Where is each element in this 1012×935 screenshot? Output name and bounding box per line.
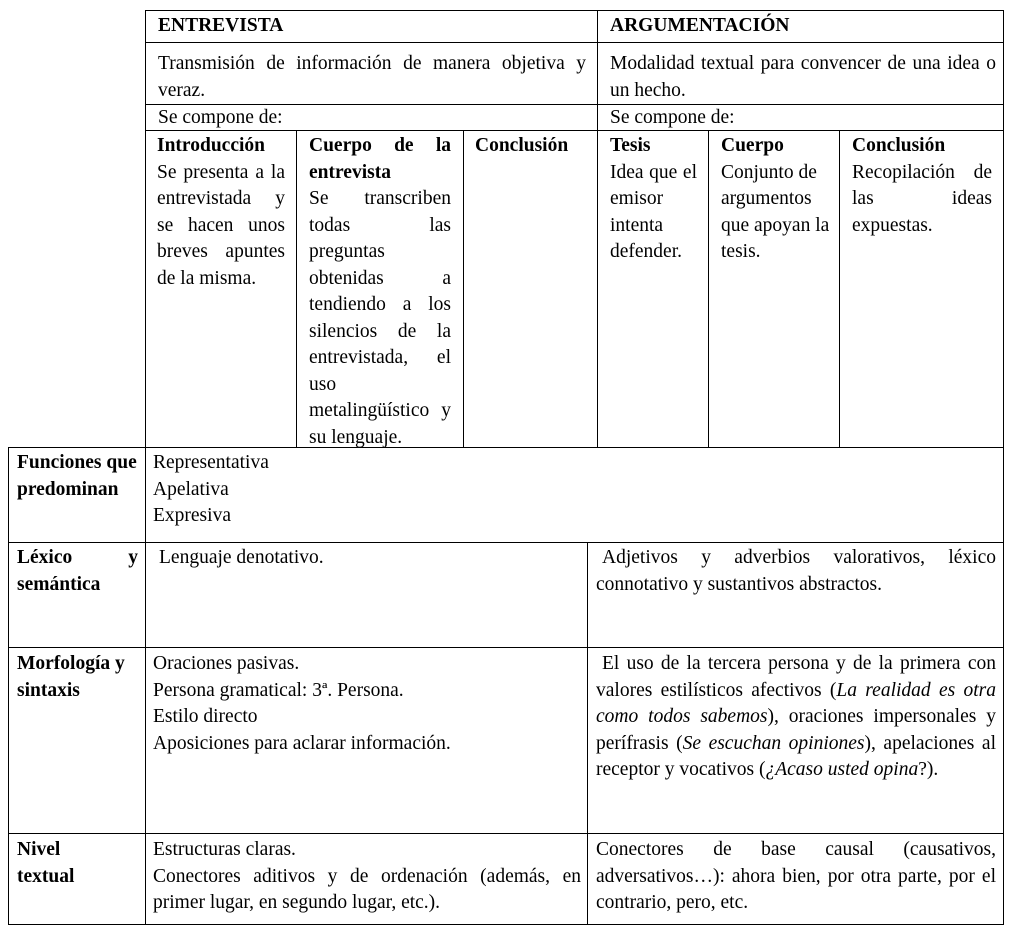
lexico-entrevista: Lenguaje denotativo. — [159, 547, 324, 568]
example-run: ¿Acaso usted opina — [765, 759, 919, 780]
grid-line — [8, 447, 9, 925]
grid-line — [708, 130, 709, 448]
row-label-funciones: Funciones que predominan — [17, 452, 137, 500]
grid-line — [8, 833, 1004, 834]
part-cuerpo-argumentacion — [721, 133, 833, 266]
nivel-item: Conectores aditivos y de ordenación (además, en primer lugar, en segundo lugar, etc.). — [153, 865, 581, 913]
funcion-item: Representativa — [153, 452, 269, 473]
part-cuerpo-entrevista — [309, 133, 451, 451]
morfologia-item: Oraciones pasivas. — [153, 653, 300, 674]
grid-line — [145, 10, 146, 925]
compone-argumentacion: Se compone de: — [610, 107, 735, 128]
morfologia-entrevista — [153, 651, 583, 757]
text-run: ), apelaciones al receptor y vocativos ( — [596, 732, 996, 780]
part-body: Recopilación de las ideas expuestas. — [852, 161, 992, 236]
text-run: ), oraciones impersonales y perífrasis ( — [596, 706, 996, 754]
part-title: Conclusión — [852, 135, 946, 156]
example-run: Se escuchan opiniones — [682, 732, 865, 754]
row-label-morfologia: Morfología y sintaxis — [17, 653, 125, 701]
lexico-argumentacion: Adjetivos y adverbios valorativos, léxico connotativo y sustantivos abstractos. — [596, 547, 996, 595]
morfologia-argumentacion — [596, 651, 996, 784]
grid-line — [8, 447, 1004, 448]
grid-line — [463, 130, 464, 448]
definition-entrevista: Transmisión de información de manera objetiva y veraz. — [158, 53, 586, 101]
part-title: Cuerpo de la entrevista — [309, 135, 451, 183]
part-body: Se presenta a la entrevistada y se hacen unos breves apuntes de la misma. — [157, 161, 285, 289]
part-conclusion-entrevista — [475, 133, 593, 160]
part-introduccion — [157, 133, 285, 292]
part-title: Conclusión — [475, 135, 569, 156]
part-body: Se transcriben todas las preguntas obtenidas a tendiendo a los silencios de la entrevistada, el uso metalingüístico y su lenguaje. — [309, 188, 451, 448]
grid-line — [8, 924, 1004, 925]
header-argumentacion: ARGUMENTACIÓN — [610, 15, 790, 36]
morfologia-item: Estilo directo — [153, 706, 258, 727]
part-tesis — [610, 133, 697, 266]
row-label-lexico: Léxico y semántica — [17, 547, 138, 595]
funcion-item: Apelativa — [153, 478, 229, 500]
nivel-entrevista — [153, 837, 581, 917]
grid-line — [839, 130, 840, 448]
row-label-nivel: Nivel textual — [17, 839, 75, 887]
text-run: El uso de la tercera persona y de la primera con valores estilísticos afectivos ( — [596, 653, 996, 701]
grid-line — [587, 542, 588, 925]
part-conclusion-argumentacion — [852, 133, 992, 239]
text-run: ?). — [918, 759, 939, 780]
header-entrevista: ENTREVISTA — [158, 15, 284, 36]
grid-line — [597, 10, 598, 448]
part-body: Conjunto de argumentos que apoyan la tesis. — [721, 161, 830, 262]
grid-line — [8, 542, 1004, 543]
example-run: La realidad es otra como todos sabemos — [596, 679, 996, 727]
morfologia-item: Persona gramatical: 3ª. Persona. — [153, 679, 404, 701]
grid-line — [296, 130, 297, 448]
morfologia-item: Aposiciones para aclarar información. — [153, 732, 451, 754]
compone-entrevista: Se compone de: — [158, 107, 283, 128]
grid-line — [145, 42, 1004, 43]
nivel-item: Estructuras claras. — [153, 839, 296, 860]
part-title: Tesis — [610, 135, 651, 156]
grid-line — [145, 10, 1004, 11]
funciones-list — [153, 450, 583, 530]
nivel-argumentacion: Conectores de base causal (causativos, adversativos…): ahora bien, por otra parte, por el contrario, pero, etc. — [596, 839, 996, 913]
definition-argumentacion: Modalidad textual para convencer de una idea o un hecho. — [610, 53, 996, 101]
part-title: Cuerpo — [721, 135, 784, 156]
part-title: Introducción — [157, 135, 265, 156]
grid-line — [8, 647, 1004, 648]
grid-line — [1003, 10, 1004, 925]
part-body: Idea que el emisor intenta defender. — [610, 161, 697, 262]
funcion-item: Expresiva — [153, 505, 231, 526]
